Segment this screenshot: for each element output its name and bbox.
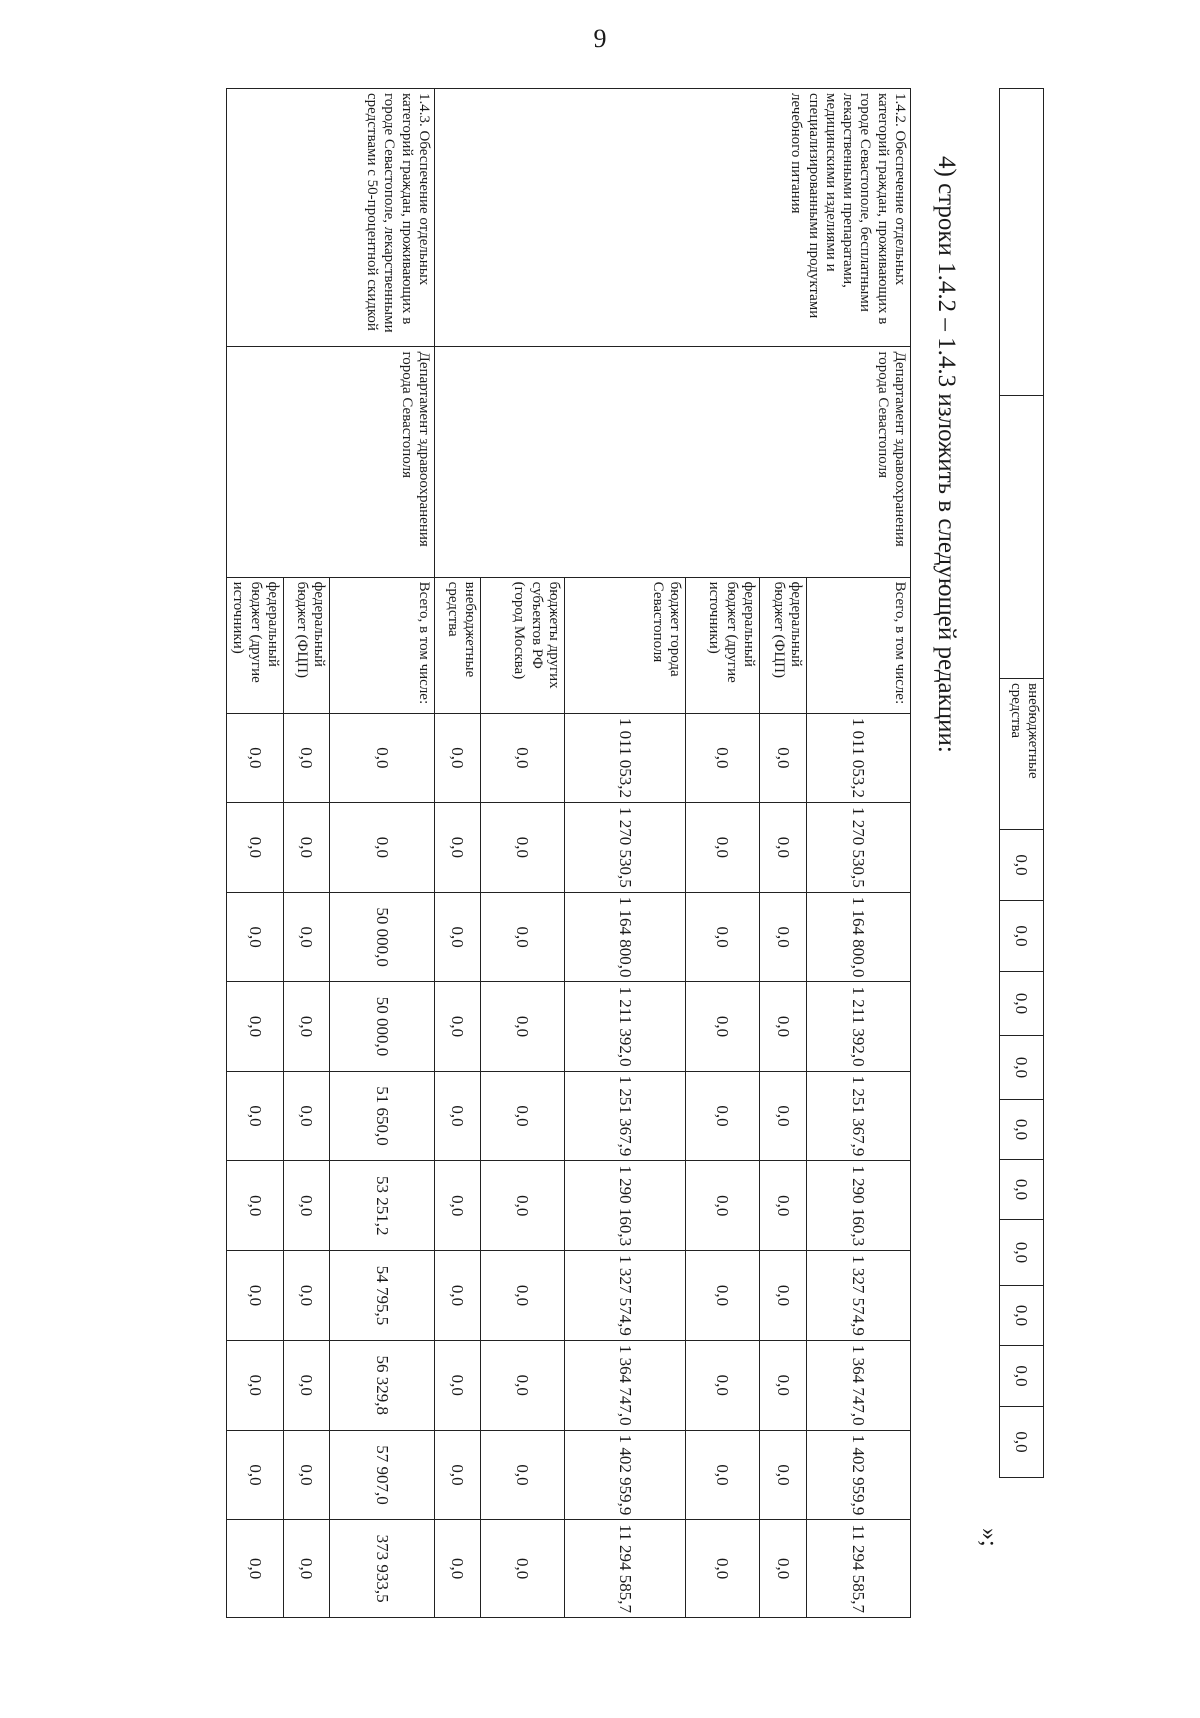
- executor-cell: Департамент здравоохранения города Севастополя: [227, 347, 435, 577]
- value-cell: 0,0: [284, 1430, 330, 1520]
- value-cell: 0,0: [435, 1071, 481, 1161]
- value-cell: 0,0: [686, 1520, 760, 1618]
- value-cell: 0,0: [1000, 1286, 1044, 1346]
- value-cell: 373 933,5: [330, 1520, 435, 1618]
- value-cell: 0,0: [1000, 1407, 1044, 1478]
- value-cell: 1 327 574,9: [807, 1251, 911, 1341]
- value-cell: 0,0: [330, 802, 435, 892]
- value-cell: 1 364 747,0: [807, 1340, 911, 1430]
- item-cell: 1.4.3. Обеспечение отдельных категорий граждан, проживающих в городе Севастополе, лекарственными средствами с 50-процентной скидкой: [227, 89, 435, 347]
- value-cell: 0,0: [1000, 830, 1044, 901]
- value-cell: 0,0: [481, 1071, 565, 1161]
- table-row: [330, 89, 435, 1618]
- source-cell: федеральный бюджет (ФЦП): [284, 577, 330, 713]
- value-cell: 0,0: [481, 1430, 565, 1520]
- value-cell: 1 270 530,5: [807, 802, 911, 892]
- value-cell: 1 402 959,9: [565, 1430, 686, 1520]
- source-cell: внебюджетные средства: [1000, 679, 1044, 830]
- source-cell: бюджеты других субъектов РФ (город Москва): [481, 577, 565, 713]
- value-cell: 0,0: [760, 1071, 807, 1161]
- value-cell: 1 251 367,9: [807, 1071, 911, 1161]
- value-cell: 0,0: [435, 1161, 481, 1251]
- value-cell: 1 011 053,2: [565, 713, 686, 802]
- value-cell: 0,0: [284, 802, 330, 892]
- value-cell: 0,0: [686, 1161, 760, 1251]
- value-cell: 1 251 367,9: [565, 1071, 686, 1161]
- source-cell: внебюджетные средства: [435, 577, 481, 713]
- value-cell: 11 294 585,7: [565, 1520, 686, 1618]
- value-cell: 0,0: [481, 802, 565, 892]
- value-cell: 0,0: [760, 1340, 807, 1430]
- value-cell: 0,0: [284, 1071, 330, 1161]
- value-cell: 0,0: [227, 1251, 284, 1341]
- value-cell: 0,0: [760, 982, 807, 1071]
- value-cell: 0,0: [481, 892, 565, 982]
- value-cell: 0,0: [435, 802, 481, 892]
- value-cell: 0,0: [435, 1520, 481, 1618]
- value-cell: 53 251,2: [330, 1161, 435, 1251]
- value-cell: 0,0: [435, 982, 481, 1071]
- value-cell: 1 270 530,5: [565, 802, 686, 892]
- item-cell: [1000, 89, 1044, 396]
- value-cell: 0,0: [1000, 972, 1044, 1036]
- value-cell: 0,0: [481, 1251, 565, 1341]
- value-cell: 0,0: [686, 1071, 760, 1161]
- value-cell: 0,0: [686, 1340, 760, 1430]
- fragment-table: [999, 88, 1044, 1478]
- value-cell: 0,0: [686, 1430, 760, 1520]
- source-cell: Всего, в том числе:: [807, 577, 911, 713]
- value-cell: 0,0: [686, 1251, 760, 1341]
- value-cell: 0,0: [227, 713, 284, 802]
- value-cell: 0,0: [760, 1430, 807, 1520]
- value-cell: 0,0: [481, 982, 565, 1071]
- value-cell: 1 164 800,0: [565, 892, 686, 982]
- value-cell: 51 650,0: [330, 1071, 435, 1161]
- executor-cell: [1000, 396, 1044, 679]
- value-cell: 0,0: [227, 802, 284, 892]
- value-cell: 0,0: [481, 1161, 565, 1251]
- value-cell: 1 290 160,3: [565, 1161, 686, 1251]
- value-cell: 0,0: [1000, 1160, 1044, 1220]
- value-cell: 1 011 053,2: [807, 713, 911, 802]
- value-cell: 0,0: [435, 1430, 481, 1520]
- rotated-content: [166, 88, 1044, 1618]
- value-cell: 0,0: [227, 1430, 284, 1520]
- value-cell: 0,0: [227, 1161, 284, 1251]
- value-cell: 0,0: [760, 1161, 807, 1251]
- value-cell: 0,0: [1000, 1220, 1044, 1286]
- executor-cell: Департамент здравоохранения города Севастополя: [435, 347, 911, 577]
- value-cell: 56 329,8: [330, 1340, 435, 1430]
- item-cell: 1.4.2. Обеспечение отдельных категорий граждан, проживающих в городе Севастополе, бесплатными лекарственными препаратами, медицинскими изделиями и специализированными продуктами лечебного питания: [435, 89, 911, 347]
- value-cell: 0,0: [760, 713, 807, 802]
- value-cell: 0,0: [760, 892, 807, 982]
- value-cell: 50 000,0: [330, 982, 435, 1071]
- value-cell: 0,0: [330, 713, 435, 802]
- value-cell: 1 402 959,9: [807, 1430, 911, 1520]
- source-cell: федеральный бюджет (другие источники): [686, 577, 760, 713]
- value-cell: 0,0: [760, 1520, 807, 1618]
- value-cell: 0,0: [284, 982, 330, 1071]
- value-cell: 0,0: [284, 713, 330, 802]
- source-cell: федеральный бюджет (ФЦП): [760, 577, 807, 713]
- value-cell: 0,0: [760, 1251, 807, 1341]
- value-cell: 1 327 574,9: [565, 1251, 686, 1341]
- value-cell: 0,0: [1000, 1100, 1044, 1160]
- value-cell: 0,0: [1000, 901, 1044, 972]
- value-cell: 0,0: [435, 1340, 481, 1430]
- source-cell: бюджет города Севастополя: [565, 577, 686, 713]
- value-cell: 0,0: [284, 1161, 330, 1251]
- value-cell: 0,0: [760, 802, 807, 892]
- value-cell: 50 000,0: [330, 892, 435, 982]
- value-cell: 0,0: [686, 982, 760, 1071]
- value-cell: 0,0: [686, 892, 760, 982]
- value-cell: 0,0: [686, 713, 760, 802]
- value-cell: 54 795,5: [330, 1251, 435, 1341]
- value-cell: 1 211 392,0: [807, 982, 911, 1071]
- value-cell: 0,0: [284, 1340, 330, 1430]
- value-cell: 0,0: [481, 1520, 565, 1618]
- value-cell: 0,0: [435, 1251, 481, 1341]
- value-cell: 0,0: [481, 1340, 565, 1430]
- value-cell: 11 294 585,7: [807, 1520, 911, 1618]
- value-cell: 0,0: [227, 982, 284, 1071]
- value-cell: 0,0: [284, 892, 330, 982]
- page-number: 9: [593, 24, 607, 53]
- source-cell: федеральный бюджет (другие источники): [227, 577, 284, 713]
- section-heading: 4) строки 1.4.2 – 1.4.3 изложить в следующей редакции:: [933, 156, 960, 753]
- value-cell: 0,0: [1000, 1346, 1044, 1407]
- value-cell: 0,0: [1000, 1036, 1044, 1100]
- program-table: [226, 88, 911, 1618]
- closing-quote: »;: [976, 1528, 1002, 1547]
- value-cell: 1 290 160,3: [807, 1161, 911, 1251]
- table-row: [807, 89, 911, 1618]
- value-cell: 0,0: [435, 713, 481, 802]
- value-cell: 0,0: [435, 892, 481, 982]
- value-cell: 1 364 747,0: [565, 1340, 686, 1430]
- value-cell: 0,0: [481, 713, 565, 802]
- value-cell: 0,0: [227, 1340, 284, 1430]
- source-cell: Всего, в том числе:: [330, 577, 435, 713]
- value-cell: 0,0: [284, 1251, 330, 1341]
- value-cell: 57 907,0: [330, 1430, 435, 1520]
- table-row: [1000, 89, 1044, 1478]
- value-cell: 0,0: [284, 1520, 330, 1618]
- value-cell: 0,0: [227, 1071, 284, 1161]
- value-cell: 0,0: [686, 802, 760, 892]
- value-cell: 1 164 800,0: [807, 892, 911, 982]
- value-cell: 1 211 392,0: [565, 982, 686, 1071]
- value-cell: 0,0: [227, 892, 284, 982]
- value-cell: 0,0: [227, 1520, 284, 1618]
